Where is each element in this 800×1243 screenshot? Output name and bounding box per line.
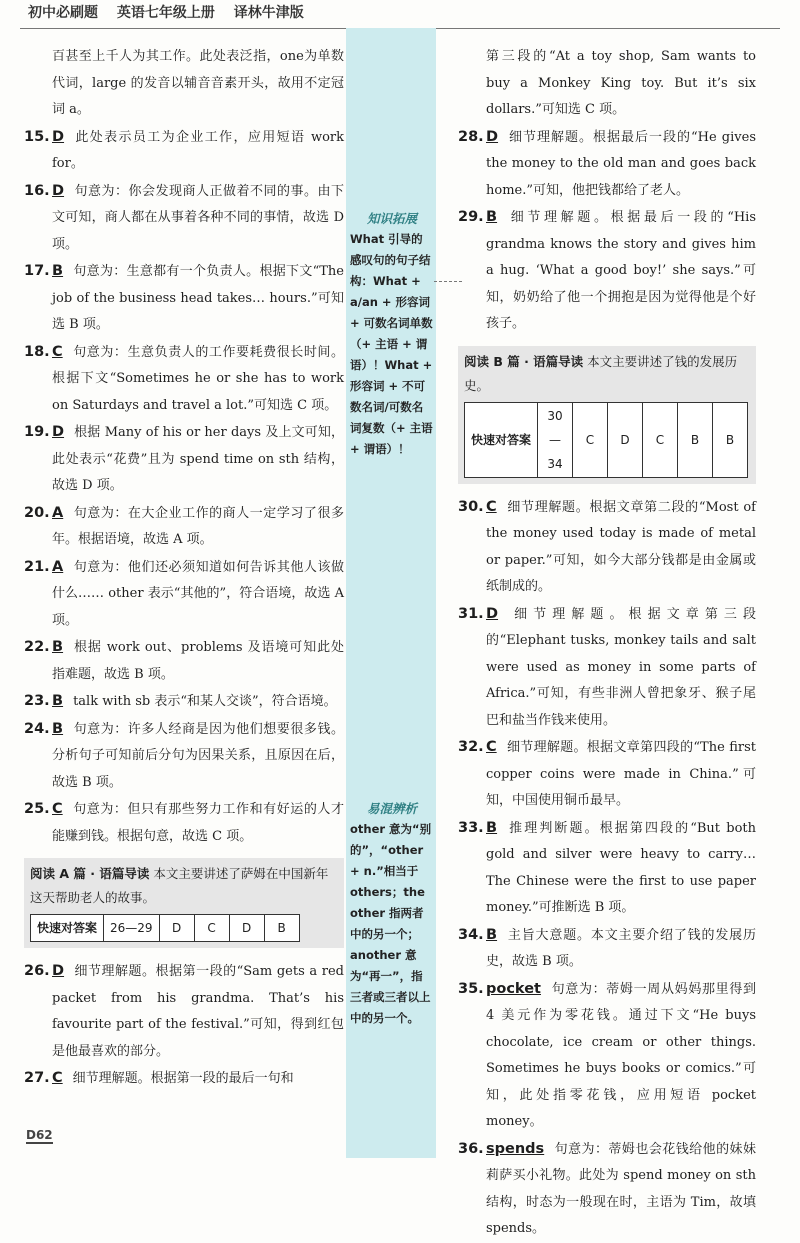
answer-key: D [52,182,65,199]
question-number: 20. [24,504,50,521]
explanation: 主旨大意题。本文主要介绍了钱的发展历史，故选 B 项。 [486,927,756,969]
question-number: 25. [24,801,50,817]
answer-item [24,419,344,500]
question-number: 36. [458,1140,484,1157]
answer-key: D [486,128,499,145]
answer-key: B [486,209,498,225]
question-number: 34. [458,926,484,943]
question-number: 32. [458,739,484,755]
answer-item [458,601,756,735]
answer-key: D [486,605,499,622]
reading-b-title: 阅读 B 篇 · 语篇导读 [464,353,584,369]
explanation: 细节理解题。根据最后一段的“His grandma knows the story and gives him a hug. ‘What a good boy!’ she says.”可知，奶奶给了他一个拥抱是因为觉得他是个好孩子。 [486,210,756,331]
answer-item [24,258,344,339]
answer-key: B [486,926,498,943]
answer-item [458,204,756,338]
right-items-b [458,494,756,1243]
page-header [28,2,318,24]
confusion-box [350,798,434,1029]
question-number: 29. [458,209,484,225]
reading-b-answer-table [464,402,748,478]
answer-key: C [486,739,497,755]
answer-key: D [52,128,65,145]
question-number: 16. [24,182,50,199]
answer-item [458,124,756,205]
question-number: 33. [458,819,484,836]
answer-item [24,554,344,635]
question-number: 26. [24,963,50,979]
page-number: D62 [26,1128,53,1142]
answer-cell: B [264,915,299,942]
answer-key: C [52,343,63,360]
explanation: 细节理解题。根据文章第四段的“The first copper coins were made in China.”可知，中国使用铜币最早。 [486,740,756,808]
explanation: 句意为：你会发现商人正做着不同的事。由下文可知，商人都在从事着各种不同的事情，故选 D 项。 [52,183,344,252]
question-number: 23. [24,693,50,709]
question-number: 19. [24,424,50,440]
question-number: 17. [24,263,50,279]
edition-title: 译林牛津版 [233,5,304,21]
answer-item [24,178,344,259]
answer-range: 30—34 [538,402,573,477]
answer-key: B [52,639,64,655]
question-number: 21. [24,558,50,575]
confusion-box-body: other 意为“别的”，“other + n.”相当于 others；the other 指两者中的另一个；another 意为“再一”，指三者或三者以上中的另一个。 [350,822,432,1025]
answer-table-label: 快速对答案 [31,915,104,942]
answer-item [24,124,344,178]
question-number: 18. [24,343,50,360]
answer-item [458,976,756,1136]
question-number: 30. [458,498,484,515]
question-number: 22. [24,639,50,655]
right-column [458,44,756,1243]
answer-key: D [52,963,65,979]
answer-key: C [52,1070,63,1086]
explanation: 句意为：但只有那些努力工作和有好运的人才能赚到钱。根据句意，故选 C 项。 [52,802,344,844]
answer-key: A [52,558,64,575]
explanation: 细节理解题。根据第一段的最后一句和 [72,1071,294,1086]
question-number: 27. [24,1070,50,1086]
left-intro: 百甚至上千人为其工作。此处表泛指，one为单数代词，large 的发音以辅音音素开头，故用不定冠词 a。 [52,49,344,117]
knowledge-box [350,208,434,460]
answer-key: C [486,498,497,515]
explanation: 细节理解题。根据文章第三段的“Elephant tusks, monkey tails and salt were used as money in some parts of Africa.”可知，有些非洲人曾把象牙、猴子尾巴和盐当作钱来使用。 [486,606,756,728]
explanation: 根据 work out、problems 及语境可知此处指难题，故选 B 项。 [52,640,344,682]
answer-cell: C [643,402,678,477]
question-number: 28. [458,128,484,145]
question-number: 24. [24,720,50,737]
reading-a-answer-table [30,914,300,942]
answer-cell: D [608,402,643,477]
answer-item [24,688,344,716]
left-items-b [24,958,344,1093]
answer-item [458,494,756,601]
answer-key: B [52,693,64,709]
answer-item [24,716,344,797]
answer-key: pocket [486,980,541,997]
book-title: 初中必刷题 [28,5,98,21]
link-line [434,281,462,282]
explanation: 此处表示员工为企业工作，应用短语 work for。 [52,129,344,171]
answer-cell: C [194,915,229,942]
reading-a-title: 阅读 A 篇 · 语篇导读 [30,866,150,881]
answer-item [458,922,756,976]
reading-a-header [24,858,344,948]
left-items-a [24,124,344,851]
answer-cell: C [573,402,608,477]
answer-item [24,339,344,420]
right-items-a [458,124,756,338]
answer-item [458,734,756,815]
answer-cell: B [678,402,713,477]
explanation: 句意为：蒂姆一周从妈妈那里得到 4 美元作为零花钱。通过下文“He buys chocolate, ice cream or other things. Sometimes he buys books or comics.”可知，此处指零花钱，应用短语 pocket money。 [486,981,756,1129]
answer-range: 26—29 [104,915,160,942]
explanation: 句意为：生意都有一个负责人。根据下文“The job of the business head takes… hours.”可知选 B 项。 [52,264,344,332]
explanation: 句意为：许多人经商是因为他们想要很多钱。分析句子可知前后分句为因果关系，且原因在后，故选 B 项。 [52,721,344,790]
answer-key: B [486,819,498,836]
knowledge-box-title: 知识拓展 [366,211,417,226]
explanation: 细节理解题。根据文章第二段的“Most of the money used today is made of metal or paper.”可知，如今大部分钱都是由金属或纸制成的。 [486,499,756,594]
answer-key: B [52,720,64,737]
reading-a-summary: 本文主要讲述了萨姆在中国新年这天帮助老人的故事。 [30,866,329,905]
answer-key: D [52,424,65,440]
answer-item [458,815,756,922]
subject-title: 英语七年级上册 [116,5,215,21]
left-column [24,44,344,1093]
answer-item [24,796,344,850]
explanation: 推理判断题。根据第四段的“But both gold and silver were heavy to carry… The Chinese were the first to use paper money.”可推断选 B 项。 [486,820,756,915]
answer-key: C [52,801,63,817]
answer-key: spends [486,1140,545,1157]
right-intro: 第三段的“At a toy shop, Sam wants to buy a Monkey King toy. But it’s six dollars.”可知选 C 项。 [486,49,756,117]
answer-item [24,500,344,554]
explanation: 句意为：在大企业工作的商人一定学习了很多年。根据语境，故选 A 项。 [52,505,344,547]
reading-b-header [458,346,756,484]
explanation: talk with sb 表示“和某人交谈”，符合语境。 [73,694,337,709]
question-number: 35. [458,980,484,997]
explanation: 句意为：生意负责人的工作要耗费很长时间。根据下文“Sometimes he or she has to work on Saturdays and travel a lot.”可知选 C 项。 [52,344,344,413]
answer-table-label: 快速对答案 [465,402,538,477]
answer-cell: D [229,915,264,942]
answer-item [24,1065,344,1093]
question-number: 31. [458,605,484,622]
confusion-box-title: 易混辨析 [366,801,417,816]
answer-item [458,1136,756,1243]
knowledge-box-body: What 引导的感叹句的句子结构：What + a/an + 形容词 + 可数名词单数（+ 主语 + 谓语）！What + 形容词 + 不可数名词/可数名词复数（+ 主语 + 谓语）！ [350,232,433,456]
explanation: 细节理解题。根据第一段的“Sam gets a red packet from his grandma. That’s his favourite part of the festival.”可知，得到红包是他最喜欢的部分。 [52,964,344,1059]
answer-item [24,634,344,688]
question-number: 15. [24,128,50,145]
explanation: 根据 Many of his or her days 及上文可知，此处表示“花费”且为 spend time on sth 结构，故选 D 项。 [52,425,344,493]
reading-b-summary: 本文主要讲述了钱的发展历史。 [464,353,738,393]
answer-item [24,958,344,1065]
answer-key: A [52,504,64,521]
answer-cell: B [713,402,748,477]
explanation: 细节理解题。根据最后一段的“He gives the money to the old man and goes back home.”可知，他把钱都给了老人。 [486,129,756,198]
explanation: 句意为：他们还必须知道如何告诉其他人该做什么…… other 表示“其他的”，符合语境，故选 A 项。 [52,559,344,628]
answer-key: B [52,263,64,279]
answer-cell: D [159,915,194,942]
explanation: 句意为：蒂姆也会花钱给他的妹妹莉萨买小礼物。此处为 spend money on sth 结构，时态为一般现在时，主语为 Tim，故填 spends。 [486,1141,756,1236]
